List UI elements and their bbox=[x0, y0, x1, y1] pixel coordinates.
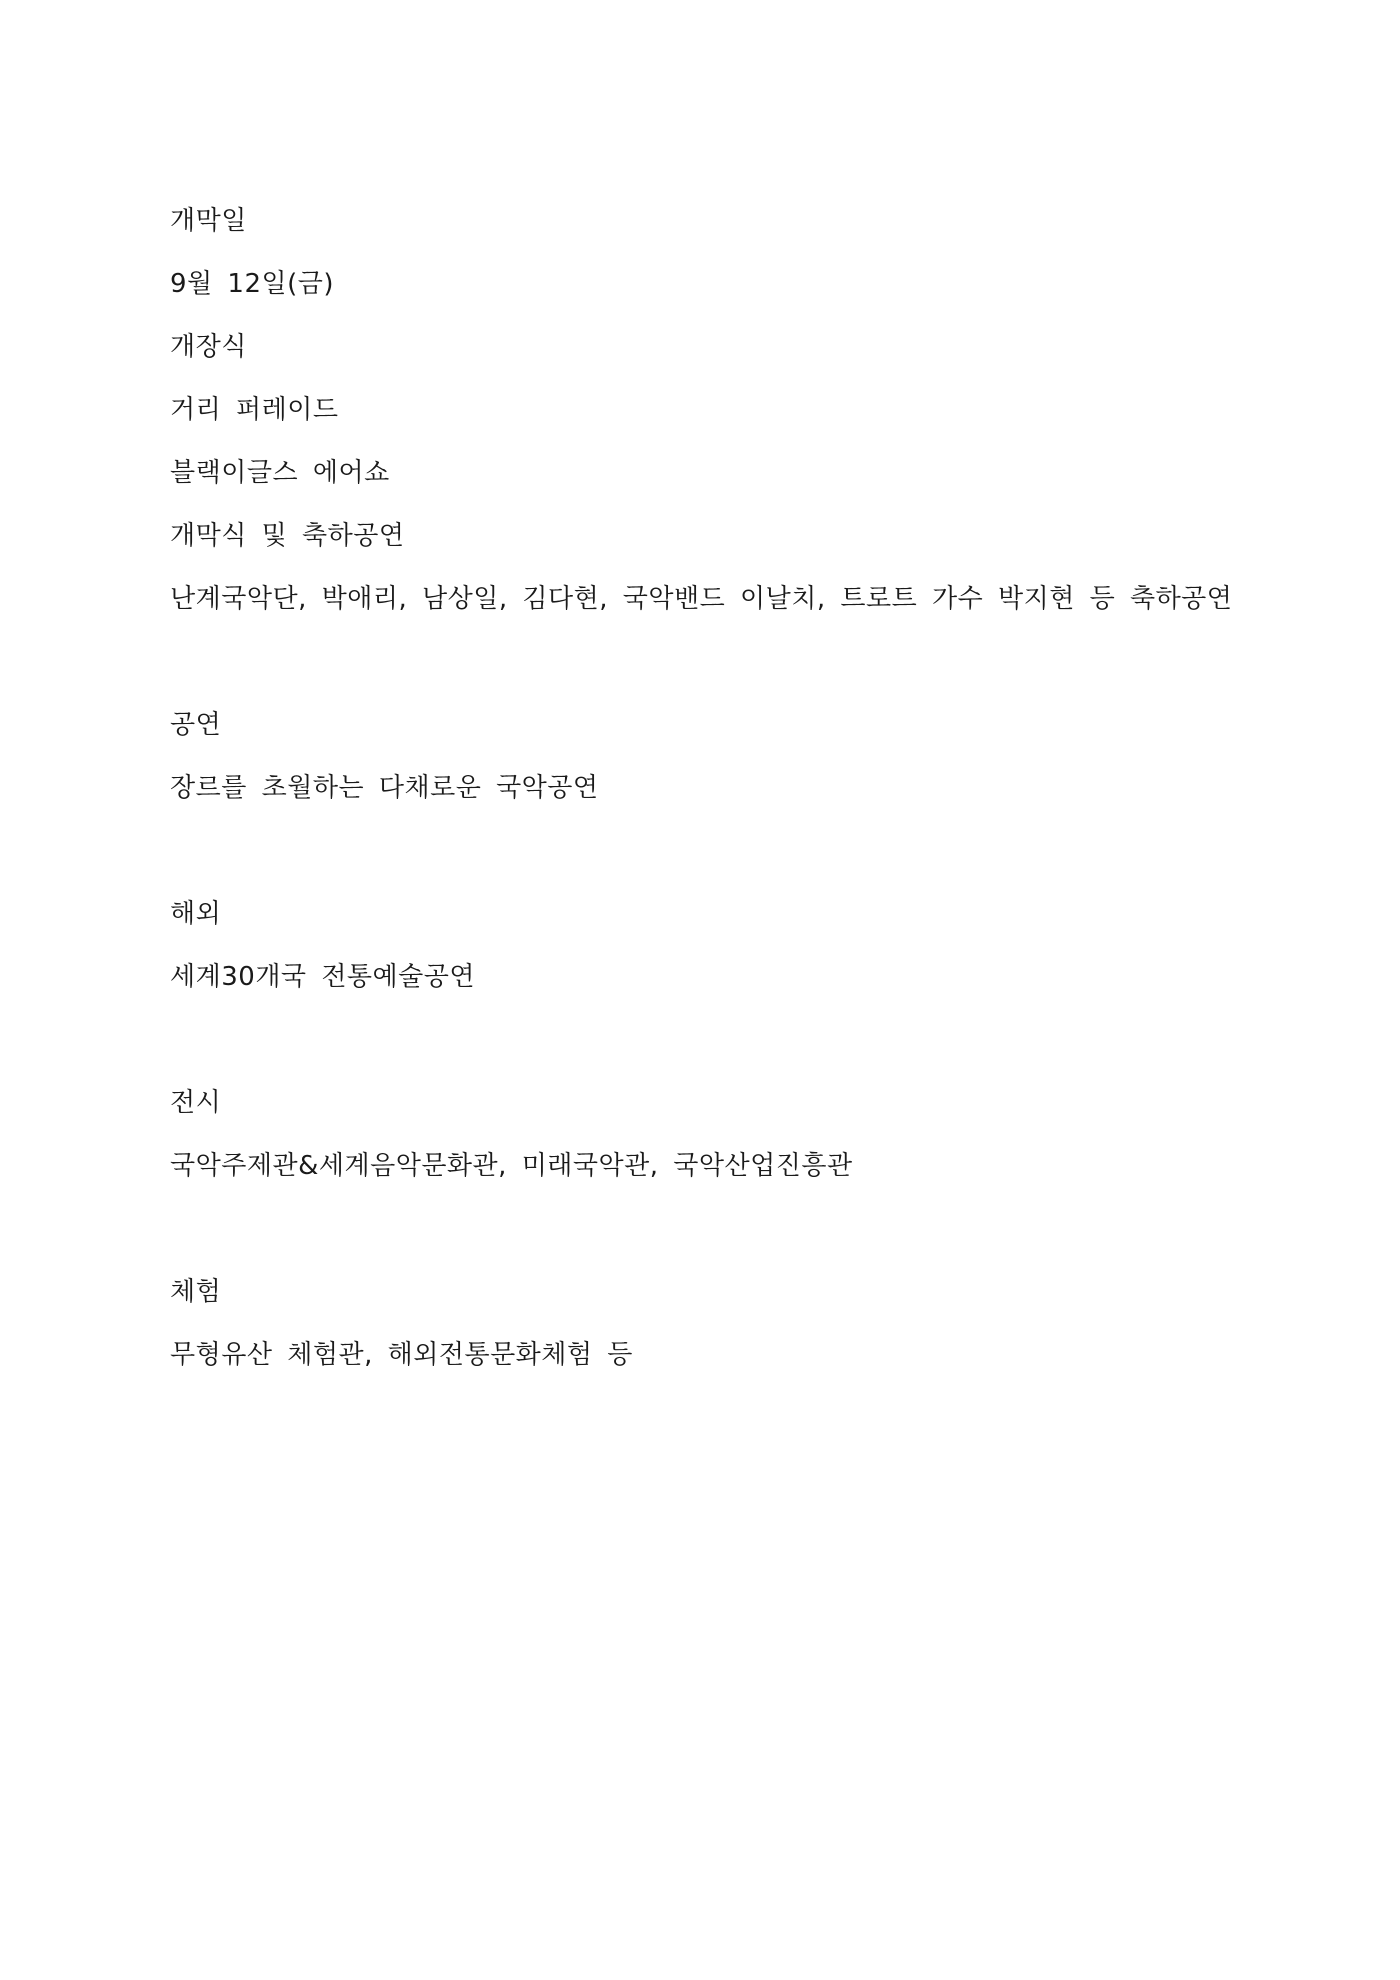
opening-item-airshow: 블랙이글스 에어쇼 bbox=[170, 458, 390, 488]
opening-item-parade: 거리 퍼레이드 bbox=[170, 395, 339, 425]
performance-heading: 공연 bbox=[170, 710, 222, 740]
overseas-text: 세계30개국 전통예술공연 bbox=[170, 962, 476, 992]
experience-text: 무형유산 체험관, 해외전통문화체험 등 bbox=[170, 1340, 633, 1370]
experience-heading: 체험 bbox=[170, 1277, 222, 1307]
overseas-heading: 해외 bbox=[170, 899, 222, 929]
opening-item-celebration: 개막식 및 축하공연 bbox=[170, 521, 405, 551]
exhibition-text: 국악주제관&세계음악문화관, 미래국악관, 국악산업진흥관 bbox=[170, 1151, 853, 1181]
opening-performers: 난계국악단, 박애리, 남상일, 김다현, 국악밴드 이날치, 트로트 가수 박지현 등 축하공연 bbox=[170, 584, 1233, 614]
opening-item-ceremony: 개장식 bbox=[170, 332, 247, 362]
performance-text: 장르를 초월하는 다채로운 국악공연 bbox=[170, 773, 599, 803]
opening-date: 9월 12일(금) bbox=[170, 269, 335, 299]
exhibition-heading: 전시 bbox=[170, 1088, 222, 1118]
opening-heading: 개막일 bbox=[170, 206, 247, 236]
